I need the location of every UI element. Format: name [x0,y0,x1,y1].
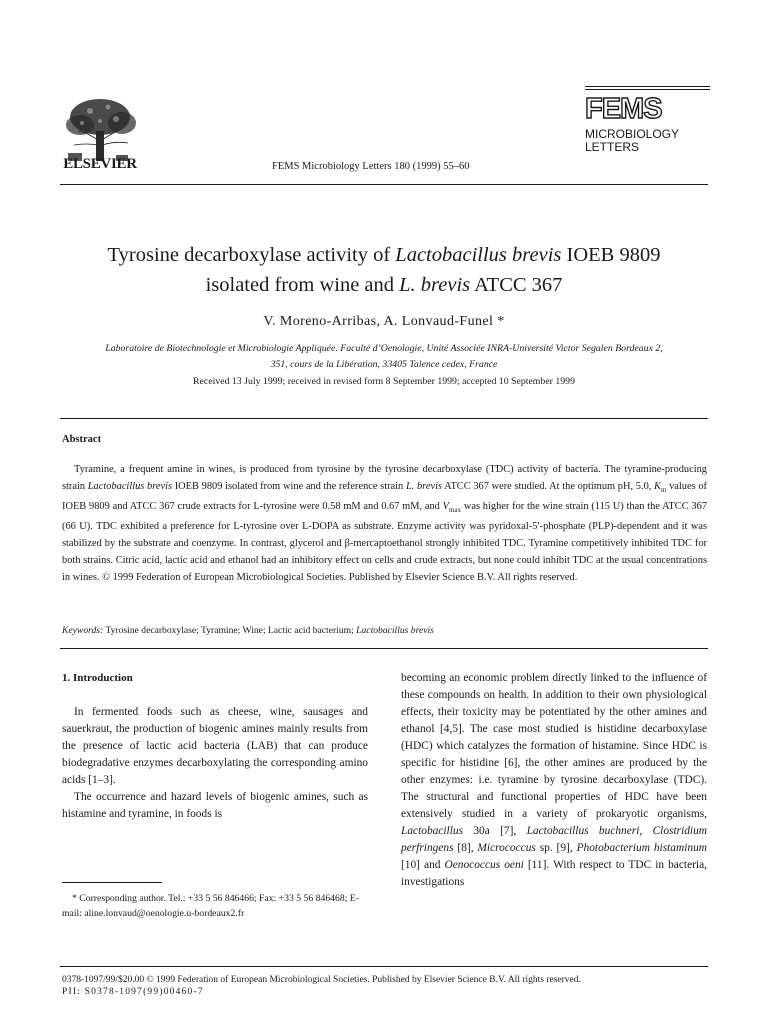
received-dates: Received 13 July 1999; received in revised form 8 September 1999; accepted 10 September 1999 [193,376,575,387]
fems-subtitle-line2: LETTERS [585,140,640,154]
intro-paragraph-1: In fermented foods such as cheese, wine, sausages and sauerkraut, the production of biogenic amines mainly results from the presence of lactic acid bacteria (LAB) that can produce biodegradative enzymes decarboxylating the corresponding amino acids [1–3]. [62,706,368,786]
body-span: becoming an economic problem directly linked to the influence of these compounds on health. In addition to their own physiological effects, their toxicity may be potentiated by the other amines and ethanol [4,5]. The case most studied is histidine decarboxylase (HDC) which catalyzes the formation of histamine. Since HDC is specific for histidine [6], the other amines are produced by the other enzymes: i.e. tyramine by tyrosine decarboxylase (TDC). The structural and functional properties of HDC have been extensively studied in a variety of prokaryotic organisms, [401,672,707,820]
keywords-list: Tyrosine decarboxylase; Tyramine; Wine; Lactic acid bacterium; [103,625,357,636]
affiliation-line: 351, cours de la Libération, 33405 Talence cedex, France [270,359,498,370]
fems-wordmark: FEMS [585,93,662,125]
abstract-span-italic: L. brevis [405,480,442,492]
affiliation [60,341,708,373]
abstract-span-italic: Lactobacillus brevis [87,480,173,492]
left-column [62,670,368,823]
footer-divider [60,966,708,967]
abstract-span: Tyramine, a frequent amine in wines, is produced from tyrosine by the tyrosine decarboxylase (TDC) activity of bacteria. The tyramine-producing strain [62,464,707,492]
km-subscript: m [660,485,667,494]
body-span-italic: Clostridium perfringens [401,825,707,854]
body-span: sp. [9], [535,842,577,854]
title-part-italic: L. brevis [399,274,471,296]
body-span-italic: Lactobacillus buchneri [526,825,640,837]
keywords-divider [60,648,708,649]
authors: V. Moreno-Arribas, A. Lonvaud-Funel * [263,314,505,329]
body-span-italic: Photobacterium histaminum [576,842,707,854]
abstract-divider [60,418,708,419]
body-span: 30a [7], [463,825,527,837]
title-part: ATCC 367 [470,274,563,296]
body-span: [10] and [401,859,445,871]
footnote-divider [62,882,162,883]
fems-logo-rules [585,86,710,94]
intro-paragraph-2: The occurrence and hazard levels of biogenic amines, such as histamine and tyramine, in foods is [62,791,368,820]
section-heading: 1. Introduction [62,672,133,684]
keywords-label: Keywords: [62,625,104,636]
footnote: * Corresponding author. Tel.: +33 5 56 846466; Fax: +33 5 56 846468; E-mail: aline.lonvaud@oenologie.u-bordeaux2.fr [62,893,359,919]
body-span-italic: Oenococcus oeni [444,859,524,871]
affiliation-line: Laboratoire de Biotechnologie et Microbiologie Appliquée. Faculté d’Oenologie, Unité Associée INRA-Université Victor Segalen Bordeaux 2, [105,343,663,354]
keywords-last: Lactobacillus brevis [356,625,434,636]
article-title [40,240,728,300]
abstract-span: ATCC 367 were studied. At the optimum pH, 5.0, [442,480,655,492]
body-span: [11]. With respect to TDC in bacteria, investigations [401,859,707,888]
journal-reference: FEMS Microbiology Letters 180 (1999) 55–60 [272,161,470,172]
body-span-italic: Micrococcus [477,842,536,854]
abstract-span: IOEB 9809 isolated from wine and the reference strain [172,480,406,492]
title-part: Tyrosine decarboxylase activity of [107,244,396,266]
fems-logo [585,86,710,154]
vmax-symbol: V [442,500,450,512]
copyright-line: 0378-1097/99/$20.00 © 1999 Federation of European Microbiological Societies. Published by Elsevier Science B.V. All rights reserved. [62,975,581,985]
body-span: [8], [453,842,478,854]
publisher-name: ELSEVIER [63,156,137,172]
right-column [401,670,707,891]
fems-subtitle-line1: MICROBIOLOGY [585,127,680,141]
title-part: isolated from wine and [205,274,400,296]
title-part-italic: Lactobacillus brevis [395,244,562,266]
title-part: IOEB 9809 [561,244,661,266]
km-symbol: K [654,480,661,492]
keywords [62,625,707,636]
vmax-subscript: max [449,505,462,514]
abstract-span: was higher for the wine strain (115 U) than the ATCC 367 (66 U). TDC exhibited a preference for L-tyrosine over L-DOPA as substrate. Enzyme activity was pyridoxal-5′-phosphate (PLP)-dependent and it was stabilized by the substrate and coenzyme. In contrast, glycerol and β-mercaptoethanol strongly inhibited TDC. Tyramine competitively inhibited TDC for both strains. Citric acid, lactic acid and ethanol had an inhibitory effect on cells and crude extracts, but none could inhibit TDC at the usual concentrations in wines. © 1999 Federation of European Microbiological Societies. Published by Elsevier Science B.V. All rights reserved. [62,500,708,583]
abstract-heading: Abstract [62,434,102,445]
body-span-italic: Lactobacillus [401,825,464,837]
abstract-body [62,462,707,587]
header-divider [60,184,708,185]
body-span: , [639,825,653,837]
pii-line: PII: S0378-1097(99)00460-7 [62,987,204,997]
abstract-span: values of IOEB 9809 and ATCC 367 crude extracts for L-tyrosine were 0.58 mM and 0.67 mM, and [62,480,707,512]
